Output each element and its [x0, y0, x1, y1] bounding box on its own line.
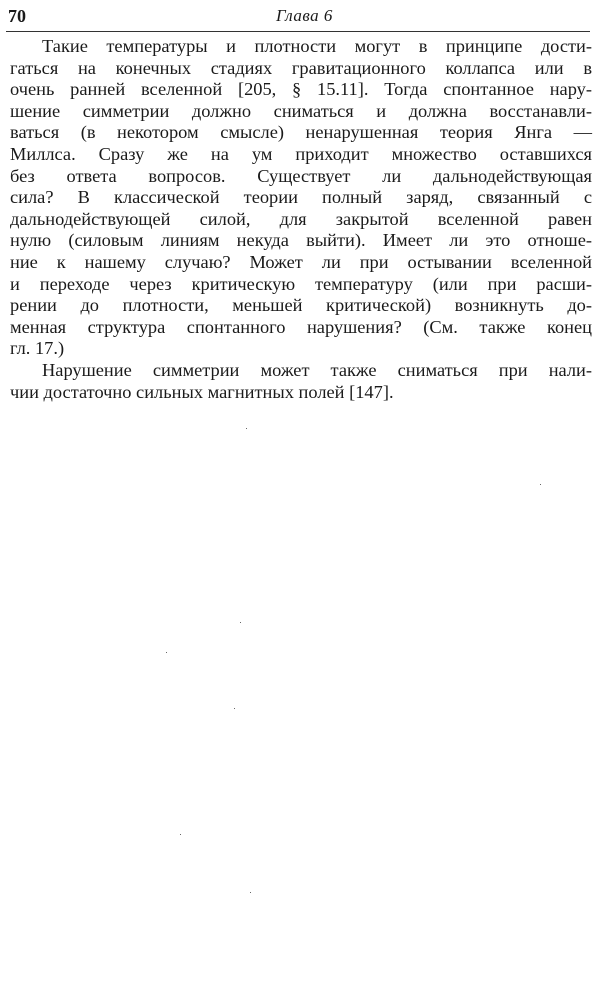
chapter-title: Глава 6 — [276, 6, 333, 25]
text-line: без ответа вопросов. Существует ли дальнодействующая — [10, 165, 592, 186]
body-text — [10, 36, 592, 403]
text-line: ваться (в некотором смысле) ненарушенная теория Янга — — [10, 122, 592, 143]
text-line: Нарушение симметрии может также сниматься при нали- — [42, 359, 592, 380]
text-line: рении до плотности, меньшей критической) возникнуть до- — [10, 295, 592, 316]
text-line: очень ранней вселенной [205, § 15.11]. Тогда спонтанное нару- — [10, 79, 592, 100]
text-line: менная структура спонтанного нарушения? (См. также конец — [10, 316, 592, 337]
scan-speck — [240, 622, 241, 623]
page-number: 70 — [8, 6, 26, 26]
text-line: шение симметрии должно сниматься и должна восстанавли- — [10, 100, 592, 121]
paragraph-2 — [10, 360, 592, 403]
text-line: сила? В классической теории полный заряд, связанный с — [10, 187, 592, 208]
text-line: чии достаточно сильных магнитных полей [147]. — [10, 381, 394, 402]
text-line: гаться на конечных стадиях гравитационного коллапса или в — [10, 57, 592, 78]
text-line: и переходе через критическую температуру (или при расши- — [10, 273, 592, 294]
scan-speck — [246, 428, 247, 429]
text-line: дальнодействующей силой, для закрытой вселенной равен — [10, 208, 592, 229]
scan-speck — [540, 484, 541, 485]
scan-speck — [166, 652, 167, 653]
text-line: Такие температуры и плотности могут в принципе дости- — [42, 36, 592, 56]
text-line: Миллса. Сразу же на ум приходит множество оставшихся — [10, 143, 592, 164]
paragraph-1 — [10, 36, 592, 360]
scan-speck — [250, 892, 251, 893]
text-line: ние к нашему случаю? Может ли при остывании вселенной — [10, 251, 592, 272]
text-line: нулю (силовым линиям некуда выйти). Имеет ли это отноше- — [10, 230, 592, 251]
scan-speck — [180, 834, 181, 835]
header-rule — [6, 31, 590, 32]
running-head — [8, 4, 590, 28]
text-line: гл. 17.) — [10, 338, 65, 359]
scan-speck — [234, 708, 235, 709]
